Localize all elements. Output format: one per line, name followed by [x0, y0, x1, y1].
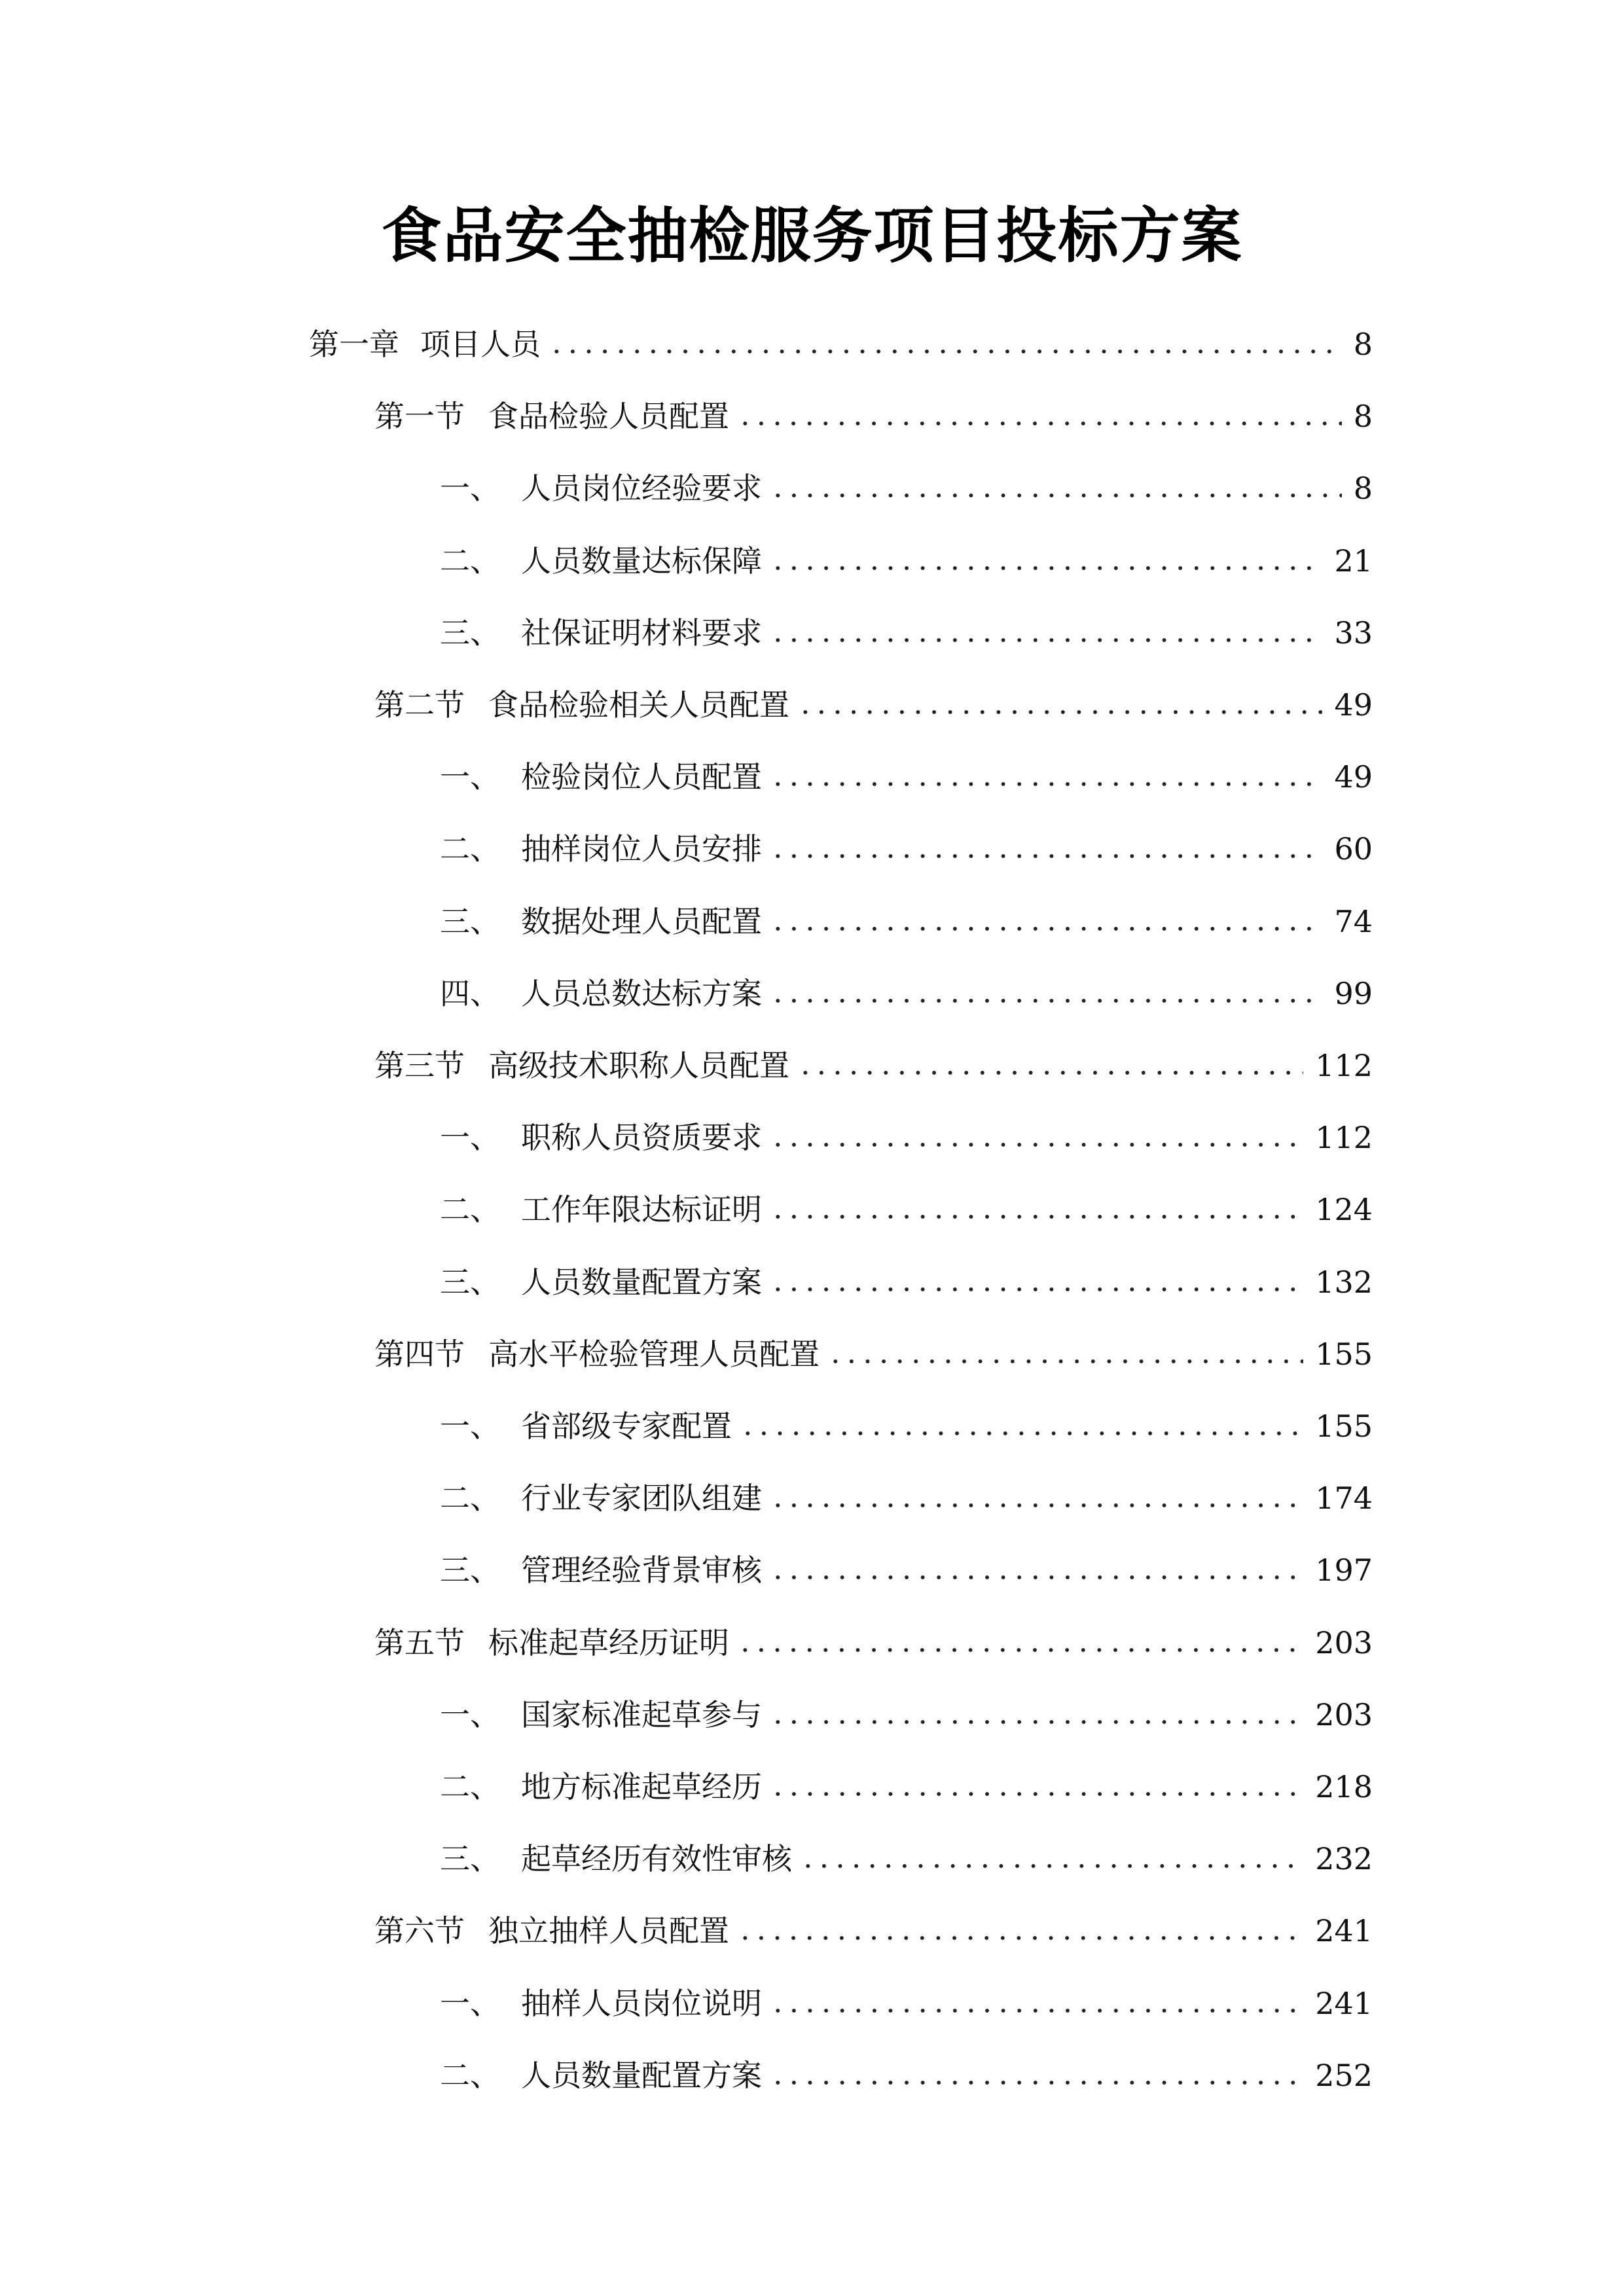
toc-dot-leader — [770, 493, 1342, 498]
toc-entry-page: 33 — [1334, 615, 1373, 651]
toc-entry-number: 二、 — [440, 1192, 500, 1228]
toc-entry-number: 第二节 — [374, 687, 465, 723]
toc-dot-leader — [827, 1359, 1303, 1364]
toc-entry[interactable] — [440, 1977, 1373, 2030]
toc-entry[interactable] — [440, 1833, 1373, 1885]
toc-dot-leader — [770, 1287, 1303, 1292]
toc-entry-number: 二、 — [440, 831, 500, 867]
toc-dot-leader — [737, 1647, 1303, 1653]
toc-dot-leader — [770, 1791, 1303, 1797]
toc-entry-page: 21 — [1334, 543, 1373, 579]
toc-dot-leader — [797, 1070, 1303, 1075]
toc-entry-page: 241 — [1315, 1985, 1373, 2021]
toc-entry-number: 第四节 — [374, 1336, 465, 1372]
toc-dot-leader — [770, 637, 1322, 643]
toc-entry[interactable] — [440, 535, 1373, 587]
toc-entry-page: 203 — [1315, 1696, 1373, 1732]
toc-entry-page: 155 — [1315, 1336, 1373, 1372]
toc-entry-number: 三、 — [440, 1841, 500, 1877]
toc-entry-number: 三、 — [440, 1552, 500, 1588]
toc-entry-title: 食品检验相关人员配置 — [488, 687, 789, 723]
toc-entry-page: 60 — [1334, 831, 1373, 867]
toc-entry-title: 社保证明材料要求 — [521, 615, 762, 651]
toc-entry-title: 人员数量配置方案 — [521, 1264, 762, 1300]
toc-entry-title: 起草经历有效性审核 — [521, 1841, 792, 1877]
toc-entry[interactable] — [440, 1111, 1373, 1164]
toc-entry[interactable] — [440, 823, 1373, 875]
toc-entry-number: 三、 — [440, 903, 500, 939]
toc-entry-page: 49 — [1334, 759, 1373, 795]
toc-entry-title: 人员数量达标保障 — [521, 543, 762, 579]
toc-entry-title: 独立抽样人员配置 — [488, 1913, 729, 1949]
toc-entry-title: 项目人员 — [420, 327, 541, 362]
toc-dot-leader — [770, 926, 1322, 931]
toc-entry-number: 二、 — [440, 543, 500, 579]
toc-dot-leader — [770, 1719, 1303, 1725]
toc-dot-leader — [770, 1214, 1303, 1219]
toc-entry-number: 一、 — [440, 1120, 500, 1156]
toc-entry-number: 二、 — [440, 1480, 500, 1516]
toc-dot-leader — [740, 1431, 1303, 1436]
toc-entry-title: 职称人员资质要求 — [521, 1120, 762, 1156]
toc-entry-title: 国家标准起草参与 — [521, 1696, 762, 1732]
toc-entry[interactable] — [309, 318, 1373, 370]
toc-entry[interactable] — [440, 2049, 1373, 2102]
toc-dot-leader — [800, 1863, 1303, 1869]
toc-entry-number: 四、 — [440, 975, 500, 1011]
toc-entry-title: 地方标准起草经历 — [521, 1769, 762, 1804]
toc-entry-page: 155 — [1315, 1408, 1373, 1444]
toc-dot-leader — [737, 1935, 1303, 1941]
toc-entry-title: 工作年限达标证明 — [521, 1192, 762, 1228]
toc-entry[interactable] — [440, 607, 1373, 659]
toc-entry[interactable] — [440, 1689, 1373, 1741]
toc-dot-leader — [770, 1142, 1303, 1147]
toc-dot-leader — [770, 2008, 1303, 2013]
document-title: 食品安全抽检服务项目投标方案 — [381, 200, 1243, 271]
toc-entry-number: 二、 — [440, 1769, 500, 1804]
toc-dot-leader — [770, 1575, 1303, 1580]
toc-entry[interactable] — [440, 1400, 1373, 1452]
toc-entry-title: 标准起草经历证明 — [488, 1624, 729, 1660]
toc-entry-page: 74 — [1334, 903, 1373, 939]
toc-entry-number: 二、 — [440, 2057, 500, 2093]
toc-dot-leader — [549, 349, 1342, 354]
toc-entry-page: 112 — [1315, 1048, 1373, 1083]
toc-entry[interactable] — [440, 1256, 1373, 1308]
toc-entry[interactable] — [374, 1905, 1373, 1957]
toc-entry-number: 第一节 — [374, 399, 465, 435]
toc-entry-title: 高级技术职称人员配置 — [488, 1048, 789, 1083]
toc-dot-leader — [770, 853, 1322, 859]
toc-entry-number: 三、 — [440, 615, 500, 651]
toc-entry-page: 203 — [1315, 1624, 1373, 1660]
toc-entry-title: 抽样人员岗位说明 — [521, 1985, 762, 2021]
toc-entry-page: 49 — [1334, 687, 1373, 723]
toc-entry-number: 三、 — [440, 1264, 500, 1300]
toc-entry-title: 高水平检验管理人员配置 — [488, 1336, 820, 1372]
toc-entry-number: 第五节 — [374, 1624, 465, 1660]
toc-dot-leader — [737, 421, 1342, 426]
toc-entry-page: 218 — [1315, 1769, 1373, 1804]
toc-entry-title: 人员数量配置方案 — [521, 2057, 762, 2093]
toc-entry-page: 99 — [1334, 975, 1373, 1011]
toc-entry-page: 112 — [1315, 1120, 1373, 1156]
toc-entry-title: 人员岗位经验要求 — [521, 471, 762, 507]
toc-entry-title: 数据处理人员配置 — [521, 903, 762, 939]
toc-entry[interactable] — [440, 895, 1373, 948]
toc-entry-title: 省部级专家配置 — [521, 1408, 732, 1444]
toc-entry-number: 一、 — [440, 1408, 500, 1444]
toc-entry[interactable] — [374, 390, 1373, 442]
toc-entry[interactable] — [374, 1328, 1373, 1380]
toc-entry[interactable] — [440, 751, 1373, 803]
toc-entry[interactable] — [374, 1039, 1373, 1092]
toc-entry-page: 232 — [1315, 1841, 1373, 1877]
toc-entry[interactable] — [374, 1617, 1373, 1669]
toc-entry-title: 行业专家团队组建 — [521, 1480, 762, 1516]
toc-entry-number: 一、 — [440, 1985, 500, 2021]
toc-dot-leader — [770, 781, 1322, 787]
toc-entry-page: 174 — [1315, 1480, 1373, 1516]
toc-entry[interactable] — [440, 1472, 1373, 1524]
toc-dot-leader — [797, 709, 1322, 715]
toc-dot-leader — [770, 2080, 1303, 2085]
toc-entry[interactable] — [374, 679, 1373, 731]
toc-entry[interactable] — [440, 1544, 1373, 1596]
toc-dot-leader — [770, 565, 1322, 571]
toc-entry-page: 124 — [1315, 1192, 1373, 1228]
toc-dot-leader — [770, 998, 1322, 1003]
toc-entry[interactable] — [440, 462, 1373, 514]
toc-entry-number: 第六节 — [374, 1913, 465, 1949]
toc-entry-number: 一、 — [440, 471, 500, 507]
toc-entry-page: 241 — [1315, 1913, 1373, 1949]
toc-entry-title: 检验岗位人员配置 — [521, 759, 762, 795]
toc-entry-page: 8 — [1353, 399, 1373, 435]
toc-entry-page: 132 — [1315, 1264, 1373, 1300]
toc-entry[interactable] — [440, 1761, 1373, 1813]
toc-entry-page: 252 — [1315, 2057, 1373, 2093]
toc-entry-page: 8 — [1353, 327, 1373, 362]
toc-entry[interactable] — [440, 1183, 1373, 1236]
toc-entry-number: 一、 — [440, 759, 500, 795]
toc-entry-title: 管理经验背景审核 — [521, 1552, 762, 1588]
toc-entry-title: 人员总数达标方案 — [521, 975, 762, 1011]
toc-entry[interactable] — [440, 967, 1373, 1020]
toc-entry-number: 一、 — [440, 1696, 500, 1732]
toc-entry-page: 8 — [1353, 471, 1373, 507]
toc-entry-number: 第一章 — [309, 327, 399, 362]
toc-entry-page: 197 — [1315, 1552, 1373, 1588]
toc-entry-title: 食品检验人员配置 — [488, 399, 729, 435]
toc-entry-number: 第三节 — [374, 1048, 465, 1083]
toc-dot-leader — [770, 1503, 1303, 1508]
toc-entry-title: 抽样岗位人员安排 — [521, 831, 762, 867]
